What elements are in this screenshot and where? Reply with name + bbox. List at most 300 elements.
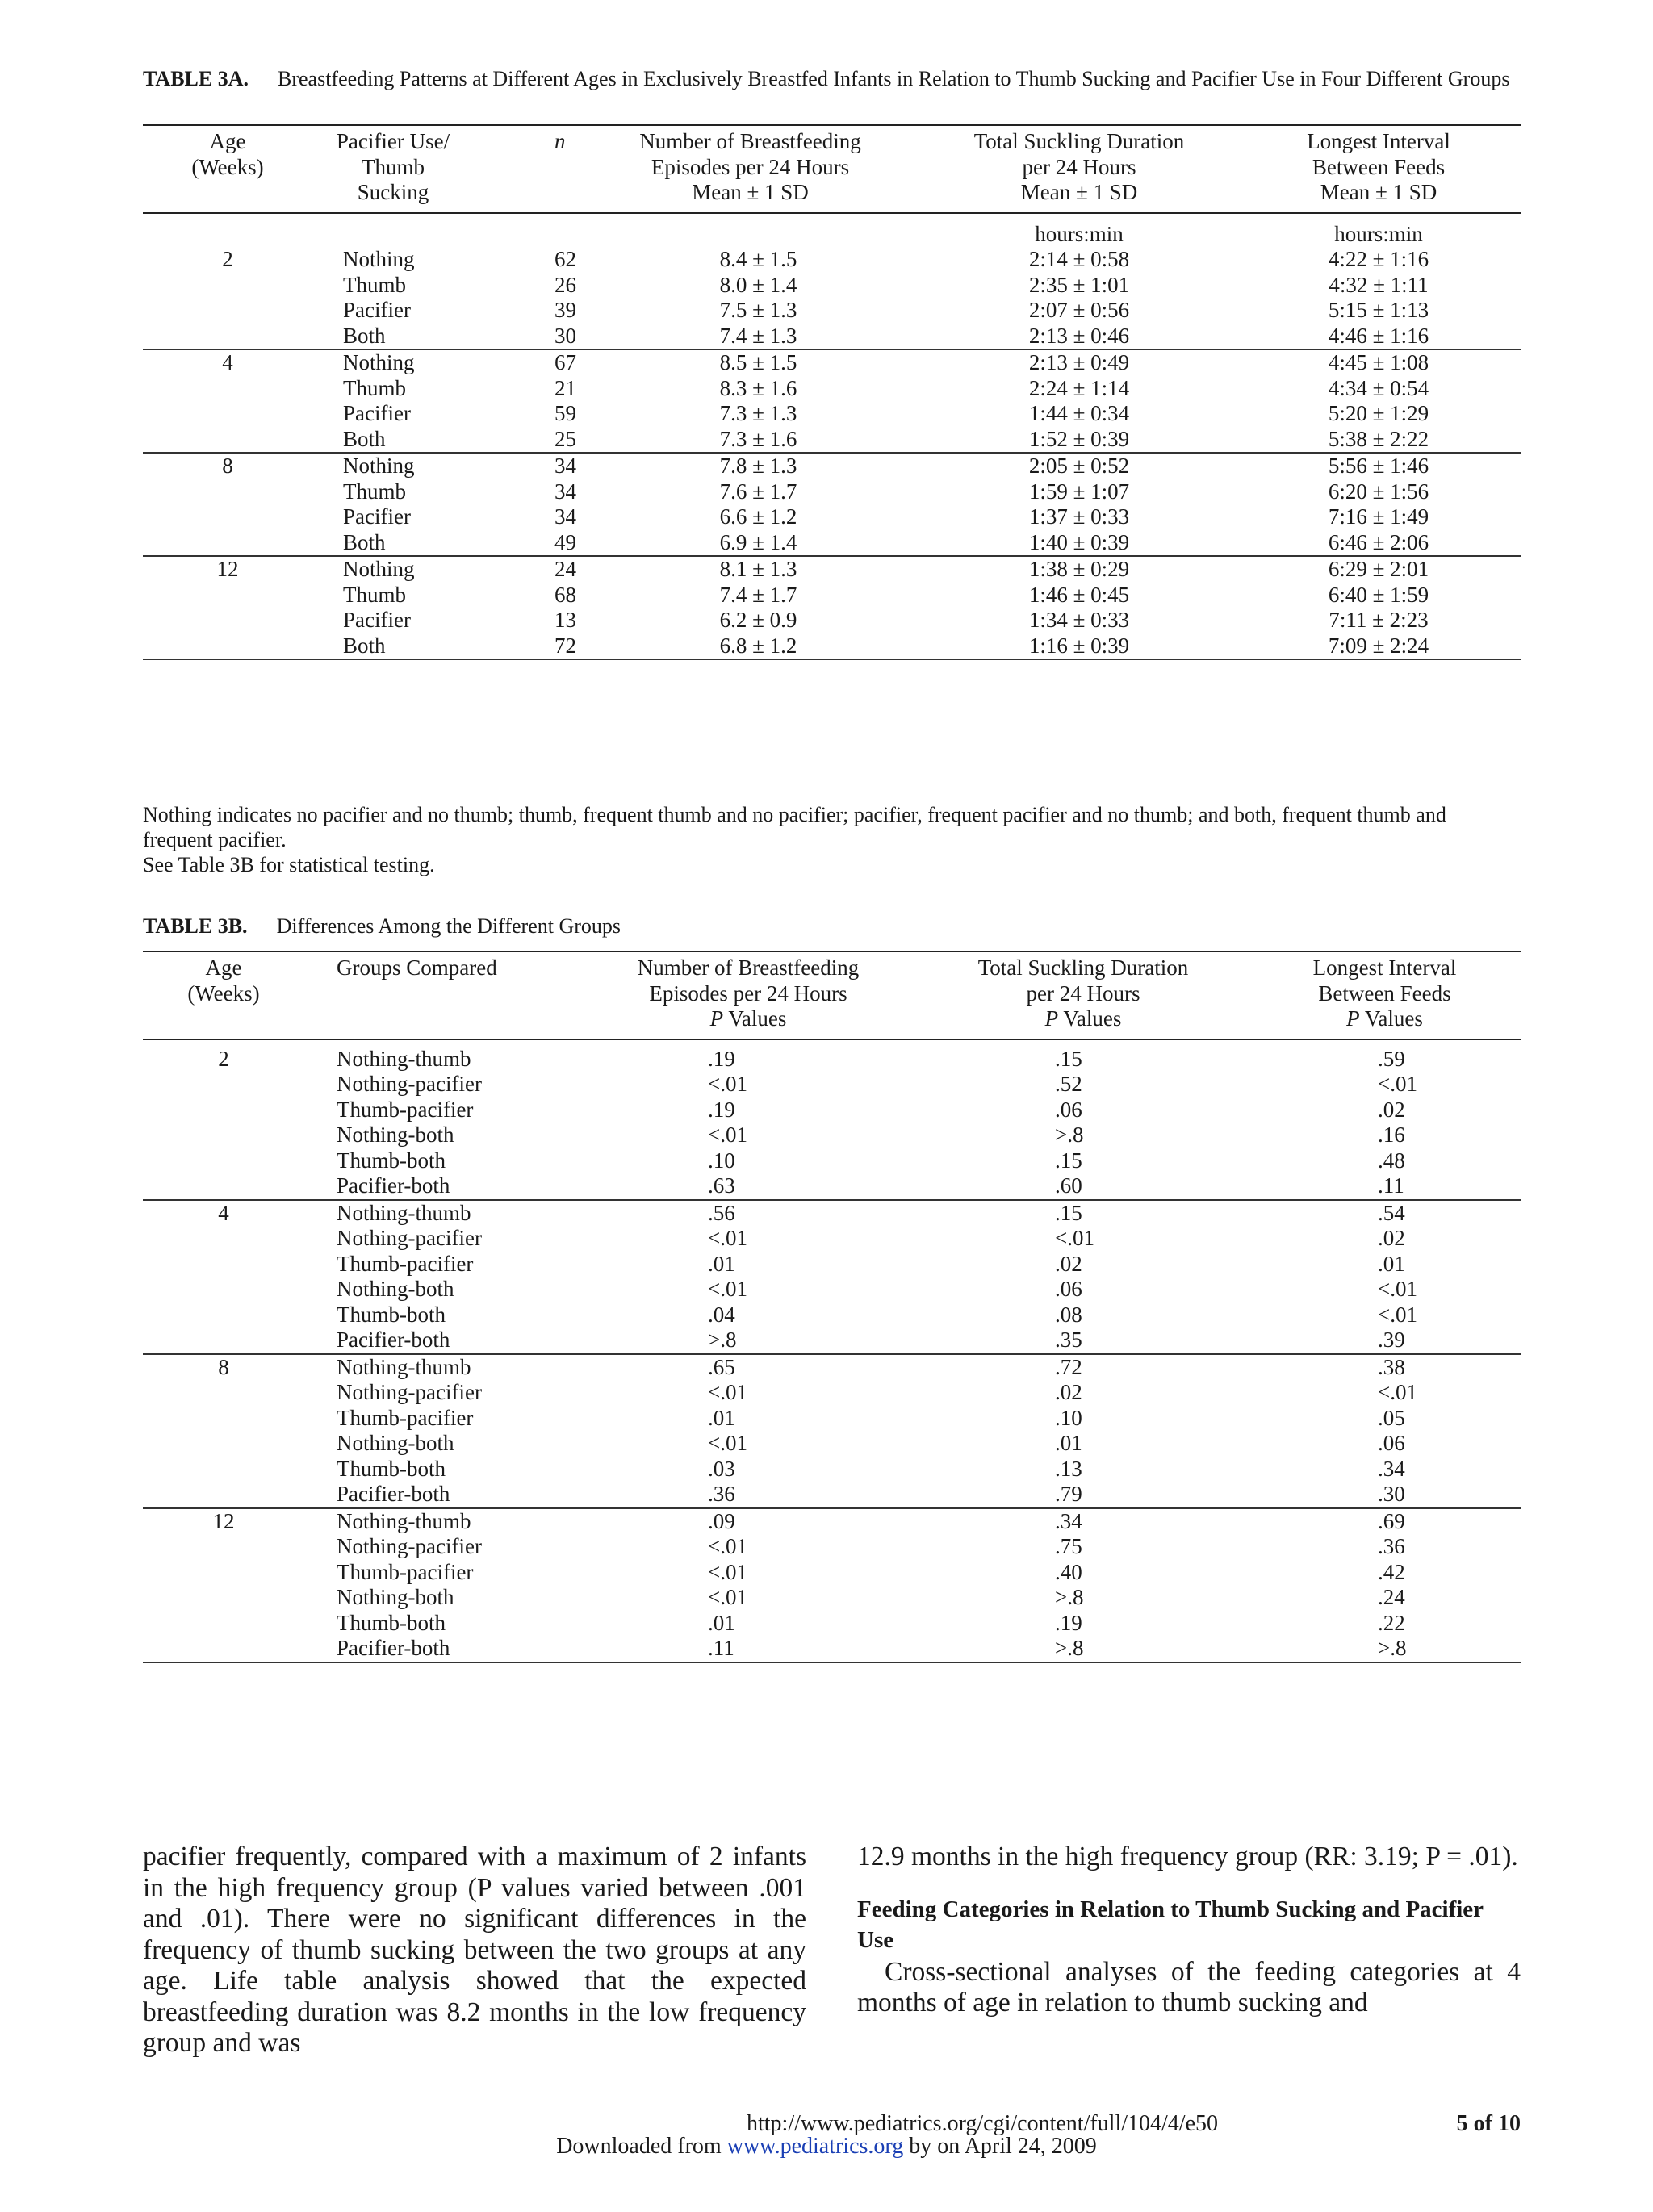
age-weeks-cell xyxy=(143,633,312,660)
p-duration-cell: .13 xyxy=(1055,1456,1082,1481)
table-row xyxy=(143,1431,1521,1457)
table-row xyxy=(143,504,1521,530)
p-duration-cell: .72 xyxy=(1055,1354,1082,1379)
t3a-age-group xyxy=(143,349,1521,453)
p-duration-cell: .10 xyxy=(1055,1405,1082,1430)
t3a-age-group xyxy=(143,247,1521,349)
groups-compared-cell: Thumb-both xyxy=(337,1302,446,1327)
interval-cell: 5:15 ± 1:13 xyxy=(1328,298,1429,322)
t3b-header-groups: Groups Compared xyxy=(337,955,497,980)
duration-cell: 1:38 ± 0:29 xyxy=(1028,557,1130,581)
p-duration-cell: .60 xyxy=(1055,1173,1082,1198)
age-weeks-cell xyxy=(143,1380,304,1406)
groups-compared-cell: Nothing-both xyxy=(337,1431,454,1455)
n-cell: 72 xyxy=(554,633,576,658)
duration-cell: 1:16 ± 0:39 xyxy=(1028,633,1130,658)
t3a-header-n: n xyxy=(554,129,566,153)
group-cell: Both xyxy=(343,426,386,451)
body-left-column xyxy=(143,1842,806,2059)
group-cell: Both xyxy=(343,529,386,554)
interval-cell: 4:45 ± 1:08 xyxy=(1328,350,1429,374)
groups-compared-cell: Nothing-thumb xyxy=(337,1046,471,1071)
interval-cell: 6:29 ± 2:01 xyxy=(1328,557,1429,581)
group-cell: Nothing xyxy=(343,454,415,478)
n-cell: 62 xyxy=(554,247,576,271)
episodes-cell: 8.1 ± 1.3 xyxy=(719,557,797,581)
n-cell: 13 xyxy=(554,608,576,632)
interval-cell: 6:20 ± 1:56 xyxy=(1328,479,1429,504)
interval-cell: 7:09 ± 2:24 xyxy=(1328,633,1429,658)
p-interval-cell: .34 xyxy=(1378,1456,1405,1481)
age-weeks-cell: 8 xyxy=(218,1354,229,1379)
groups-compared-cell: Nothing-both xyxy=(337,1277,454,1301)
table-row xyxy=(143,427,1521,454)
table-3a xyxy=(143,124,1521,660)
duration-cell: 1:40 ± 0:39 xyxy=(1028,529,1130,554)
age-weeks-cell xyxy=(143,530,312,557)
table-row xyxy=(143,324,1521,350)
age-weeks-cell xyxy=(143,273,312,299)
age-weeks-cell xyxy=(143,1457,304,1482)
interval-cell: 4:22 ± 1:16 xyxy=(1328,247,1429,271)
groups-compared-cell: Thumb-pacifier xyxy=(337,1251,474,1276)
duration-cell: 2:35 ± 1:01 xyxy=(1028,272,1130,297)
p-duration-cell: .75 xyxy=(1055,1534,1082,1558)
table-row xyxy=(143,1148,1521,1174)
group-cell: Thumb xyxy=(343,375,406,400)
p-interval-cell: .22 xyxy=(1378,1610,1405,1635)
groups-compared-cell: Thumb-both xyxy=(337,1148,446,1173)
table-row xyxy=(143,1039,1521,1073)
age-weeks-cell xyxy=(143,427,312,454)
p-episodes-cell: .01 xyxy=(708,1610,735,1635)
group-cell: Pacifier xyxy=(343,298,411,322)
age-weeks-cell xyxy=(143,1226,304,1252)
p-episodes-cell: .01 xyxy=(708,1251,735,1276)
p-symbol: P xyxy=(1044,1006,1059,1031)
age-weeks-cell xyxy=(143,1252,304,1277)
t3b-age-group xyxy=(143,1039,1521,1200)
p-episodes-cell: <.01 xyxy=(708,1380,747,1404)
table-row xyxy=(143,1560,1521,1586)
age-weeks-cell xyxy=(143,401,312,427)
t3a-header-duration: Total Suckling Duration per 24 Hours Mean ± 1 SD xyxy=(973,129,1185,204)
body-left-paragraph: pacifier frequently, compared with a maximum of 2 infants in the high frequency group (P values varied between .001 and .01). There were no significant differences in the frequency of thumb sucking between the two groups at any age. Life table analysis showed that the expected breastfeeding duration was 8.2 months in the low frequency group and was xyxy=(143,1842,806,2058)
p-interval-cell: .42 xyxy=(1378,1559,1405,1584)
episodes-cell: 8.4 ± 1.5 xyxy=(719,247,797,271)
age-weeks-cell xyxy=(143,1173,304,1200)
table-row xyxy=(143,1482,1521,1508)
t3a-header-age: Age (Weeks) xyxy=(191,129,264,179)
groups-compared-cell: Nothing-pacifier xyxy=(337,1226,482,1250)
t3a-age-group xyxy=(143,556,1521,659)
p-duration-cell: .40 xyxy=(1055,1559,1082,1584)
group-cell: Thumb xyxy=(343,272,406,297)
t3a-unit-interval: hours:min xyxy=(1334,221,1423,246)
table-row xyxy=(143,1328,1521,1354)
episodes-cell: 7.5 ± 1.3 xyxy=(719,298,797,322)
episodes-cell: 8.3 ± 1.6 xyxy=(719,375,797,400)
table-row xyxy=(143,298,1521,324)
table-row xyxy=(143,1173,1521,1200)
p-interval-cell: .06 xyxy=(1378,1431,1405,1455)
groups-compared-cell: Nothing-thumb xyxy=(337,1354,471,1379)
age-weeks-cell xyxy=(143,1636,304,1662)
age-weeks-cell xyxy=(143,479,312,505)
n-cell: 39 xyxy=(554,298,576,322)
age-weeks-cell xyxy=(143,1123,304,1148)
group-cell: Nothing xyxy=(343,350,415,374)
duration-cell: 2:24 ± 1:14 xyxy=(1028,375,1130,400)
t3a-units-spacer xyxy=(143,213,312,248)
age-weeks-cell xyxy=(143,298,312,324)
p-episodes-cell: <.01 xyxy=(708,1431,747,1455)
interval-cell: 4:46 ± 1:16 xyxy=(1328,323,1429,348)
duration-cell: 2:13 ± 0:49 xyxy=(1028,350,1130,374)
t3b-header-episodes: Number of Breastfeeding Episodes per 24 Hours P Values xyxy=(637,955,860,1031)
p-interval-cell: .30 xyxy=(1378,1482,1405,1506)
table-row xyxy=(143,608,1521,633)
p-duration-cell: .15 xyxy=(1055,1046,1082,1071)
download-suffix: by on April 24, 2009 xyxy=(909,2134,1097,2159)
pediatrics-link[interactable]: www.pediatrics.org xyxy=(726,2134,904,2159)
p-interval-cell: <.01 xyxy=(1378,1072,1417,1096)
p-interval-cell: .69 xyxy=(1378,1508,1405,1533)
duration-cell: 1:46 ± 0:45 xyxy=(1028,582,1130,607)
p-duration-cell: >.8 xyxy=(1055,1636,1084,1660)
body-right-paragraph-1: 12.9 months in the high frequency group (RR: 3.19; P = .01). xyxy=(857,1842,1518,1871)
n-cell: 25 xyxy=(554,426,576,451)
p-duration-cell: .19 xyxy=(1055,1610,1082,1635)
download-prefix: Downloaded from xyxy=(556,2134,722,2159)
table-row xyxy=(143,1277,1521,1303)
p-interval-cell: <.01 xyxy=(1378,1302,1417,1327)
episodes-cell: 7.8 ± 1.3 xyxy=(719,454,797,478)
p-interval-cell: .36 xyxy=(1378,1534,1405,1558)
table-3a-footnote xyxy=(143,802,1521,877)
age-weeks-cell: 4 xyxy=(222,350,233,374)
t3b-header-interval: Longest Interval Between Feeds P Values xyxy=(1312,955,1457,1031)
table-3b xyxy=(143,951,1521,1663)
p-interval-cell: .54 xyxy=(1378,1200,1405,1225)
p-interval-cell: .39 xyxy=(1378,1328,1405,1352)
episodes-cell: 7.3 ± 1.3 xyxy=(719,401,797,425)
table-row xyxy=(143,1354,1521,1381)
group-cell: Both xyxy=(343,323,386,348)
p-duration-cell: .34 xyxy=(1055,1508,1082,1533)
age-weeks-cell: 8 xyxy=(222,454,233,478)
group-cell: Pacifier xyxy=(343,401,411,425)
age-weeks-cell xyxy=(143,1431,304,1457)
p-episodes-cell: .19 xyxy=(708,1046,735,1071)
p-episodes-cell: .11 xyxy=(708,1636,734,1660)
p-interval-cell: .11 xyxy=(1378,1173,1404,1198)
t3b-header-duration: Total Suckling Duration per 24 Hours P Values xyxy=(977,955,1189,1031)
table-row xyxy=(143,1585,1521,1611)
table-3a-footnote-1: Nothing indicates no pacifier and no thumb; thumb, frequent thumb and no pacifier; pacifier, frequent pacifier and no thumb; and both, frequent thumb and frequent pacifier. xyxy=(143,803,1446,851)
group-cell: Both xyxy=(343,633,386,658)
table-3b-label: TABLE 3B. xyxy=(143,914,248,938)
age-weeks-cell xyxy=(143,1328,304,1354)
p-duration-cell: .15 xyxy=(1055,1200,1082,1225)
p-symbol: P xyxy=(1346,1006,1360,1031)
duration-cell: 2:05 ± 0:52 xyxy=(1028,454,1130,478)
table-row xyxy=(143,1534,1521,1560)
age-weeks-cell xyxy=(143,608,312,633)
section-subheading: Feeding Categories in Relation to Thumb Sucking and Pacifier Use xyxy=(857,1896,1484,1953)
episodes-cell: 6.2 ± 0.9 xyxy=(719,608,797,632)
n-cell: 21 xyxy=(554,375,576,400)
episodes-cell: 8.0 ± 1.4 xyxy=(719,272,797,297)
groups-compared-cell: Pacifier-both xyxy=(337,1173,450,1198)
groups-compared-cell: Pacifier-both xyxy=(337,1636,450,1660)
n-cell: 68 xyxy=(554,582,576,607)
p-interval-cell: .16 xyxy=(1378,1123,1405,1147)
p-episodes-cell: <.01 xyxy=(708,1277,747,1301)
group-cell: Pacifier xyxy=(343,608,411,632)
interval-cell: 5:56 ± 1:46 xyxy=(1328,454,1429,478)
table-row xyxy=(143,376,1521,402)
interval-cell: 6:46 ± 2:06 xyxy=(1328,529,1429,554)
interval-cell: 5:20 ± 1:29 xyxy=(1328,401,1429,425)
p-duration-cell: .35 xyxy=(1055,1328,1082,1352)
table-row xyxy=(143,401,1521,427)
n-cell: 30 xyxy=(554,323,576,348)
groups-compared-cell: Thumb-pacifier xyxy=(337,1559,474,1584)
p-episodes-cell: <.01 xyxy=(708,1585,747,1609)
episodes-cell: 6.6 ± 1.2 xyxy=(719,504,797,529)
table-row xyxy=(143,583,1521,608)
p-episodes-cell: <.01 xyxy=(708,1559,747,1584)
episodes-cell: 7.6 ± 1.7 xyxy=(719,479,797,504)
p-episodes-cell: .36 xyxy=(708,1482,735,1506)
t3a-header-group: Pacifier Use/ Thumb Sucking xyxy=(336,129,450,204)
table-row xyxy=(143,556,1521,583)
t3b-header-age: Age (Weeks) xyxy=(187,955,260,1006)
group-cell: Pacifier xyxy=(343,504,411,529)
table-row xyxy=(143,633,1521,660)
episodes-cell: 8.5 ± 1.5 xyxy=(719,350,797,374)
p-episodes-cell: .65 xyxy=(708,1354,735,1379)
p-episodes-cell: .19 xyxy=(708,1097,735,1122)
t3b-age-group xyxy=(143,1200,1521,1354)
group-cell: Nothing xyxy=(343,557,415,581)
duration-cell: 1:52 ± 0:39 xyxy=(1028,426,1130,451)
duration-cell: 1:37 ± 0:33 xyxy=(1028,504,1130,529)
table-row xyxy=(143,349,1521,376)
interval-cell: 4:32 ± 1:11 xyxy=(1329,272,1429,297)
t3a-units-row xyxy=(143,213,1521,248)
p-interval-cell: .24 xyxy=(1378,1585,1405,1609)
age-weeks-cell xyxy=(143,1072,304,1098)
table-3b-title: Differences Among the Different Groups xyxy=(276,914,621,938)
p-duration-cell: .08 xyxy=(1055,1302,1082,1327)
n-cell: 34 xyxy=(554,479,576,504)
table-row xyxy=(143,1611,1521,1637)
table-row xyxy=(143,1406,1521,1432)
table-row xyxy=(143,1457,1521,1482)
p-episodes-cell: <.01 xyxy=(708,1123,747,1147)
table-3a-footnote-2: See Table 3B for statistical testing. xyxy=(143,853,435,876)
episodes-cell: 7.4 ± 1.3 xyxy=(719,323,797,348)
table-row xyxy=(143,247,1521,273)
table-row xyxy=(143,1508,1521,1535)
p-duration-cell: .06 xyxy=(1055,1277,1082,1301)
table-row xyxy=(143,1303,1521,1328)
p-episodes-cell: .04 xyxy=(708,1302,735,1327)
age-weeks-cell xyxy=(143,583,312,608)
p-episodes-cell: .03 xyxy=(708,1456,735,1481)
n-cell: 59 xyxy=(554,401,576,425)
table-row xyxy=(143,1636,1521,1662)
age-weeks-cell: 2 xyxy=(222,247,233,271)
age-weeks-cell: 2 xyxy=(218,1046,229,1071)
footer-url: http://www.pediatrics.org/cgi/content/full/104/4/e50 xyxy=(747,2111,1219,2136)
p-duration-cell: .02 xyxy=(1055,1251,1082,1276)
group-cell: Thumb xyxy=(343,582,406,607)
n-cell: 49 xyxy=(554,529,576,554)
n-cell: 67 xyxy=(554,350,576,374)
group-cell: Thumb xyxy=(343,479,406,504)
p-episodes-cell: >.8 xyxy=(708,1328,737,1352)
t3a-header-interval: Longest Interval Between Feeds Mean ± 1 SD xyxy=(1307,129,1450,204)
groups-compared-cell: Thumb-pacifier xyxy=(337,1405,474,1430)
p-interval-cell: .48 xyxy=(1378,1148,1405,1173)
groups-compared-cell: Nothing-pacifier xyxy=(337,1072,482,1096)
age-weeks-cell xyxy=(143,1611,304,1637)
episodes-cell: 6.8 ± 1.2 xyxy=(719,633,797,658)
p-duration-cell: <.01 xyxy=(1055,1226,1094,1250)
n-cell: 34 xyxy=(554,504,576,529)
p-duration-cell: .06 xyxy=(1055,1097,1082,1122)
p-interval-cell: .59 xyxy=(1378,1046,1405,1071)
age-weeks-cell xyxy=(143,1534,304,1560)
age-weeks-cell xyxy=(143,1585,304,1611)
table-row xyxy=(143,453,1521,479)
t3a-age-group xyxy=(143,453,1521,556)
body-right-paragraph-2: Cross-sectional analyses of the feeding categories at 4 months of age in relation to thumb sucking and xyxy=(857,1956,1521,2018)
body-right-column xyxy=(857,1842,1521,2019)
p-symbol: P xyxy=(709,1006,724,1031)
age-weeks-cell xyxy=(143,1406,304,1432)
episodes-cell: 7.4 ± 1.7 xyxy=(719,582,797,607)
table-3a-caption xyxy=(143,66,1521,92)
p-interval-cell: .05 xyxy=(1378,1405,1405,1430)
groups-compared-cell: Thumb-pacifier xyxy=(337,1097,474,1122)
t3b-age-group xyxy=(143,1354,1521,1508)
t3b-age-group xyxy=(143,1508,1521,1662)
age-weeks-cell xyxy=(143,1148,304,1174)
t3a-units-spacer xyxy=(474,213,579,248)
t3a-unit-duration: hours:min xyxy=(1035,221,1124,246)
groups-compared-cell: Nothing-both xyxy=(337,1585,454,1609)
groups-compared-cell: Nothing-thumb xyxy=(337,1200,471,1225)
table-row xyxy=(143,1252,1521,1277)
age-weeks-cell xyxy=(143,376,312,402)
interval-cell: 4:34 ± 0:54 xyxy=(1328,375,1429,400)
duration-cell: 2:07 ± 0:56 xyxy=(1028,298,1130,322)
group-cell: Nothing xyxy=(343,247,415,271)
p-duration-cell: >.8 xyxy=(1055,1123,1084,1147)
table-row xyxy=(143,1123,1521,1148)
age-weeks-cell: 4 xyxy=(218,1200,229,1225)
age-weeks-cell xyxy=(143,1098,304,1123)
groups-compared-cell: Nothing-both xyxy=(337,1123,454,1147)
groups-compared-cell: Pacifier-both xyxy=(337,1328,450,1352)
table-row xyxy=(143,1098,1521,1123)
age-weeks-cell: 12 xyxy=(216,557,239,581)
age-weeks-cell: 12 xyxy=(212,1508,235,1533)
table-row xyxy=(143,1072,1521,1098)
age-weeks-cell xyxy=(143,324,312,350)
table-row xyxy=(143,530,1521,557)
p-episodes-cell: .10 xyxy=(708,1148,735,1173)
p-episodes-cell: <.01 xyxy=(708,1534,747,1558)
interval-cell: 7:16 ± 1:49 xyxy=(1328,504,1429,529)
t3a-header-episodes: Number of Breastfeeding Episodes per 24 Hours Mean ± 1 SD xyxy=(639,129,861,204)
p-interval-cell: .01 xyxy=(1378,1251,1405,1276)
table-row xyxy=(143,1226,1521,1252)
interval-cell: 6:40 ± 1:59 xyxy=(1328,582,1429,607)
interval-cell: 7:11 ± 2:23 xyxy=(1329,608,1429,632)
p-duration-cell: .52 xyxy=(1055,1072,1082,1096)
table-row xyxy=(143,1200,1521,1227)
duration-cell: 2:13 ± 0:46 xyxy=(1028,323,1130,348)
table-3b-caption xyxy=(143,914,1521,939)
groups-compared-cell: Thumb-both xyxy=(337,1610,446,1635)
t3a-units-spacer xyxy=(579,213,922,248)
n-cell: 34 xyxy=(554,454,576,478)
groups-compared-cell: Pacifier-both xyxy=(337,1482,450,1506)
p-duration-cell: .15 xyxy=(1055,1148,1082,1173)
t3a-units-spacer xyxy=(312,213,474,248)
table-3a-title: Breastfeeding Patterns at Different Ages in Exclusively Breastfed Infants in Relation to Thumb Sucking and Pacifier Use in Four Different Groups xyxy=(278,67,1510,90)
table-3a-label: TABLE 3A. xyxy=(143,67,249,90)
p-episodes-cell: .63 xyxy=(708,1173,735,1198)
duration-cell: 1:59 ± 1:07 xyxy=(1028,479,1130,504)
p-episodes-cell: .56 xyxy=(708,1200,735,1225)
p-interval-cell: <.01 xyxy=(1378,1380,1417,1404)
interval-cell: 5:38 ± 2:22 xyxy=(1328,426,1429,451)
table-row xyxy=(143,1380,1521,1406)
groups-compared-cell: Nothing-thumb xyxy=(337,1508,471,1533)
p-episodes-cell: <.01 xyxy=(708,1226,747,1250)
groups-compared-cell: Nothing-pacifier xyxy=(337,1534,482,1558)
p-interval-cell: >.8 xyxy=(1378,1636,1407,1660)
table-row xyxy=(143,273,1521,299)
p-interval-cell: .02 xyxy=(1378,1097,1405,1122)
p-interval-cell: <.01 xyxy=(1378,1277,1417,1301)
download-notice xyxy=(0,2134,1653,2160)
age-weeks-cell xyxy=(143,1560,304,1586)
duration-cell: 2:14 ± 0:58 xyxy=(1028,247,1130,271)
table-row xyxy=(143,479,1521,505)
p-interval-cell: .02 xyxy=(1378,1226,1405,1250)
p-duration-cell: .01 xyxy=(1055,1431,1082,1455)
p-duration-cell: .02 xyxy=(1055,1380,1082,1404)
age-weeks-cell xyxy=(143,1303,304,1328)
n-cell: 26 xyxy=(554,272,576,297)
page-number: 5 of 10 xyxy=(1456,2111,1521,2136)
p-duration-cell: >.8 xyxy=(1055,1585,1084,1609)
episodes-cell: 6.9 ± 1.4 xyxy=(719,529,797,554)
age-weeks-cell xyxy=(143,504,312,530)
p-episodes-cell: .09 xyxy=(708,1508,735,1533)
p-duration-cell: .79 xyxy=(1055,1482,1082,1506)
duration-cell: 1:34 ± 0:33 xyxy=(1028,608,1130,632)
n-cell: 24 xyxy=(554,557,576,581)
age-weeks-cell xyxy=(143,1277,304,1303)
